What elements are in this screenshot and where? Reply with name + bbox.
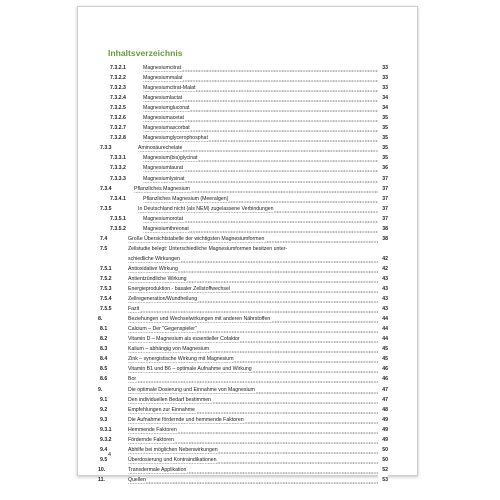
toc-entry-number: 7.5.3	[100, 286, 112, 293]
toc-entry-line	[128, 284, 388, 294]
toc-entry-page: 38	[378, 234, 388, 244]
toc-entry-title: Den individuellen Bedarf bestimmen	[128, 396, 212, 403]
toc-entry-title: Magnesiumlysinat	[143, 175, 185, 182]
toc-entry-number: 7.3.3.2	[110, 165, 126, 172]
toc-entry	[98, 395, 388, 405]
toc-entry	[98, 415, 388, 425]
toc-entry-line	[128, 254, 388, 264]
toc-entry-page: 44	[378, 314, 388, 324]
toc-entry-line	[143, 163, 388, 173]
toc-entry-line	[143, 93, 388, 103]
table-of-contents	[98, 63, 388, 485]
toc-entry-line	[128, 344, 388, 354]
toc-entry	[98, 214, 388, 224]
toc-entry	[98, 314, 388, 324]
toc-entry-page: 50	[378, 455, 388, 465]
toc-entry-title: Calcium – Der "Gegenspieler"	[128, 326, 197, 333]
toc-entry-title: Magnesiumacetat	[143, 115, 184, 122]
toc-entry	[98, 425, 388, 435]
toc-entry-number: 7.3.5	[100, 205, 112, 212]
toc-entry-line	[128, 334, 388, 344]
toc-entry-title: Magnesiumorotat	[143, 215, 184, 222]
toc-entry-line	[143, 123, 388, 133]
toc-entry-title: Magnesiumlactat	[143, 95, 183, 102]
toc-entry-title: Pflanzliches Magnesium	[134, 185, 190, 192]
toc-entry	[98, 103, 388, 113]
toc-entry-title: Vitamin B1 und B6 – optimale Aufnahme und Wirkung	[128, 366, 252, 373]
toc-entry-page: 52	[378, 465, 388, 475]
toc-entry-page: 45	[378, 344, 388, 354]
toc-entry-title: Zellstudie belegt: Unterschiedliche Magnesiumformen besitzen unter-	[128, 245, 288, 252]
toc-entry	[98, 344, 388, 354]
toc-entry-page: 35	[378, 113, 388, 123]
toc-entry	[98, 465, 388, 475]
toc-entry-title: Große Übersichtstabelle der wichtigsten Magnesiumformen	[128, 235, 265, 242]
toc-entry-title: Die Aufnahme fördernde und hemmende Faktoren	[128, 416, 244, 423]
toc-entry	[98, 184, 388, 194]
toc-entry-title: Fördernde Faktoren	[128, 436, 174, 443]
toc-entry-number: 9.5	[100, 456, 108, 463]
toc-entry-title: Magnesiummalat	[143, 75, 183, 82]
toc-entry-line	[128, 274, 388, 284]
toc-entry-number: 10.	[98, 466, 106, 473]
toc-entry-title: Transdermale Applikation	[128, 466, 187, 473]
toc-entry-title: Magnesium(bis)glycinat	[143, 155, 198, 162]
toc-entry	[98, 435, 388, 445]
toc-entry-title: Magnesiumglycerophosphat	[143, 135, 208, 142]
toc-entry-title: Magnesiumcitrat-Malat	[143, 85, 196, 92]
toc-entry	[98, 354, 388, 364]
toc-entry-number: 8.6	[100, 376, 108, 383]
toc-entry-number: 9.4	[100, 446, 108, 453]
toc-entry-line	[128, 425, 388, 435]
toc-entry-line	[128, 244, 388, 254]
toc-entry-number: 7.3.4	[100, 185, 112, 192]
toc-entry-line	[128, 395, 388, 405]
toc-entry-number: 8.1	[100, 326, 108, 333]
toc-entry-line	[143, 73, 388, 83]
toc-entry-number: 8.	[98, 316, 103, 323]
toc-entry	[98, 405, 388, 415]
toc-entry-number: 7.3.2.3	[110, 85, 126, 92]
toc-entry-page: 47	[378, 395, 388, 405]
toc-entry-line	[128, 455, 388, 465]
toc-entry	[98, 133, 388, 143]
toc-entry-line	[143, 63, 388, 73]
toc-entry	[98, 153, 388, 163]
toc-entry-page: 45	[378, 354, 388, 364]
toc-entry-line	[143, 214, 388, 224]
toc-entry-line	[143, 174, 388, 184]
toc-entry-title: Magnesiumthreonat	[143, 225, 189, 232]
toc-entry-page: 36	[378, 163, 388, 173]
toc-entry-title: Magnesiumgluconat	[143, 105, 190, 112]
toc-entry	[98, 234, 388, 244]
toc-entry-line	[138, 204, 388, 214]
toc-entry-page: 49	[378, 415, 388, 425]
toc-entry-number: 7.5.4	[100, 296, 112, 303]
toc-entry	[98, 294, 388, 304]
toc-entry-line	[128, 445, 388, 455]
toc-entry-line	[128, 264, 388, 274]
toc-entry-line	[128, 475, 388, 485]
page-title: Inhaltsverzeichnis	[108, 48, 183, 58]
toc-entry-title: Überdosierung und Kontraindikationen	[128, 456, 217, 463]
toc-entry-title: Zellregeneration/Wundheilung	[128, 296, 198, 303]
toc-entry-page: 37	[378, 214, 388, 224]
toc-entry-page: 44	[378, 324, 388, 334]
toc-entry-title: Antientzündliche Wirkung	[128, 275, 187, 282]
toc-entry	[98, 274, 388, 284]
toc-entry-line	[128, 234, 388, 244]
toc-entry-title: Quellen	[128, 476, 146, 483]
toc-entry-page: 35	[378, 143, 388, 153]
toc-entry-number: 7.3.3.1	[110, 155, 126, 162]
toc-entry-line	[128, 364, 388, 374]
toc-entry	[98, 194, 388, 204]
toc-entry-number: 9.3	[100, 416, 108, 423]
toc-entry-number: 7.5.1	[100, 265, 112, 272]
toc-entry-page: 35	[378, 153, 388, 163]
toc-entry-title: Pflanzliches Magnesium (Meeralgen)	[143, 195, 229, 202]
toc-entry-title: Bor	[128, 376, 137, 383]
toc-entry-number: 7.3.2.4	[110, 95, 126, 102]
toc-entry-line	[143, 194, 388, 204]
toc-entry-number: 7.5.2	[100, 275, 112, 282]
toc-entry-page: 48	[378, 405, 388, 415]
toc-entry-number: 7.3.2.5	[110, 105, 126, 112]
toc-entry-page: 43	[378, 284, 388, 294]
toc-entry-title: Die optimale Dosierung und Einnahme von Magnesium	[128, 386, 255, 393]
toc-entry-page: 53	[378, 475, 388, 485]
toc-entry	[98, 264, 388, 274]
toc-entry-line	[128, 405, 388, 415]
toc-entry-title: Empfehlungen zur Einnahme	[128, 406, 195, 413]
toc-entry	[98, 475, 388, 485]
toc-entry	[98, 304, 388, 314]
toc-entry-title: Fazit	[128, 306, 140, 313]
toc-entry	[98, 254, 388, 264]
toc-entry-page: 37	[378, 204, 388, 214]
toc-entry	[98, 324, 388, 334]
toc-entry-number: 7.3.2.6	[110, 115, 126, 122]
toc-entry-title: Kalium – abhängig von Magnesium	[128, 346, 210, 353]
toc-entry-line	[134, 184, 388, 194]
toc-entry	[98, 445, 388, 455]
toc-entry-page: 49	[378, 435, 388, 445]
toc-entry-title: In Deutschland nicht (als NEM) zugelassene Verbindungen	[138, 205, 274, 212]
toc-entry-number: 8.5	[100, 366, 108, 373]
toc-entry-number: 7.3.2.1	[110, 65, 126, 71]
toc-entry-page: 50	[378, 445, 388, 455]
toc-entry-title: Aminosäurechelate	[138, 145, 183, 152]
toc-entry	[98, 73, 388, 83]
toc-entry-page: 42	[378, 264, 388, 274]
toc-entry-page: 34	[378, 103, 388, 113]
toc-entry	[98, 174, 388, 184]
toc-entry	[98, 93, 388, 103]
toc-entry-title: Hemmende Faktoren	[128, 426, 177, 433]
toc-entry	[98, 163, 388, 173]
toc-entry-number: 8.4	[100, 356, 108, 363]
toc-entry-title: Energieproduktion - basaler Zellstoffwechsel	[128, 286, 230, 293]
toc-entry-number: 7.3.5.1	[110, 215, 126, 222]
toc-entry-number: 9.3.1	[100, 426, 112, 433]
toc-entry-line	[138, 143, 388, 153]
toc-entry-title: Magnesiumcitrat	[143, 65, 182, 71]
toc-entry-number: 7.3.5.2	[110, 225, 126, 232]
toc-entry-number: 7.5	[100, 245, 108, 252]
toc-entry-title: Abhilfe bei möglichen Nebenwirkungen	[128, 446, 218, 453]
toc-entry-number: 8.3	[100, 346, 108, 353]
toc-entry-page: 42	[378, 254, 388, 264]
toc-entry-line	[128, 324, 388, 334]
toc-entry-line	[128, 385, 388, 395]
toc-entry-page: 33	[378, 83, 388, 93]
toc-entry-title: Antioxidative Wirkung	[128, 265, 178, 272]
toc-entry-page: 46	[378, 374, 388, 384]
toc-entry-title: Vitamin D – Magnesium als essentieller Cofaktor	[128, 336, 240, 343]
toc-entry-number: 7.3.2.7	[110, 125, 126, 132]
toc-entry	[98, 385, 388, 395]
toc-entry	[98, 334, 388, 344]
toc-entry-line	[128, 314, 388, 324]
toc-entry-page: 34	[378, 93, 388, 103]
toc-entry-line	[128, 415, 388, 425]
toc-entry	[98, 63, 388, 73]
toc-entry-number: 8.2	[100, 336, 108, 343]
toc-entry	[98, 83, 388, 93]
toc-entry-page: 44	[378, 334, 388, 344]
toc-entry-number: 9.1	[100, 396, 108, 403]
toc-entry	[98, 244, 388, 254]
toc-entry-number: 7.3.3.3	[110, 175, 126, 182]
toc-entry	[98, 204, 388, 214]
toc-entry-page: 43	[378, 294, 388, 304]
toc-entry-page: 35	[378, 133, 388, 143]
toc-entry-title: schiedliche Wirkungen	[128, 255, 180, 262]
toc-entry	[98, 123, 388, 133]
toc-entry-number: 9.2	[100, 406, 108, 413]
toc-entry-number: 7.4	[100, 235, 108, 242]
toc-entry-page: 33	[378, 73, 388, 83]
toc-entry-page: 33	[378, 63, 388, 73]
toc-entry-line	[128, 374, 388, 384]
toc-entry	[98, 113, 388, 123]
toc-entry	[98, 455, 388, 465]
toc-entry-page: 37	[378, 194, 388, 204]
toc-entry-number: 9.3.2	[100, 436, 112, 443]
toc-entry-page: 47	[378, 385, 388, 395]
toc-entry-line	[128, 304, 388, 314]
page-number: 4	[108, 452, 112, 458]
toc-entry-number: 11.	[98, 476, 105, 483]
toc-entry-title: Beziehungen und Wechselwirkungen mit anderen Nährstoffen	[128, 316, 271, 323]
toc-entry-number: 9.	[98, 386, 103, 393]
toc-entry-line	[128, 435, 388, 445]
toc-entry	[98, 143, 388, 153]
toc-entry-line	[128, 294, 388, 304]
toc-entry-page: 35	[378, 123, 388, 133]
toc-entry	[98, 364, 388, 374]
toc-entry-page: 37	[378, 184, 388, 194]
toc-entry-number: 7.3.4.1	[110, 195, 126, 202]
toc-entry-number: 7.3.2.8	[110, 135, 126, 142]
toc-entry	[98, 284, 388, 294]
toc-entry-number: 7.3.3	[100, 145, 112, 152]
toc-entry-title: Zink – synergistische Wirkung mit Magnesium	[128, 356, 234, 363]
toc-entry-title: Magnesiumtaurat	[143, 165, 184, 172]
toc-entry-page: 43	[378, 274, 388, 284]
toc-entry-number: 7.5.5	[100, 306, 112, 313]
toc-entry-line	[128, 354, 388, 364]
document-page	[77, 6, 418, 483]
toc-entry-line	[143, 113, 388, 123]
toc-entry-page: 43	[378, 304, 388, 314]
toc-entry-page: 38	[378, 224, 388, 234]
toc-entry-title: Magnesiumascorbat	[143, 125, 190, 132]
toc-entry	[98, 224, 388, 234]
toc-entry	[98, 374, 388, 384]
toc-entry-line	[143, 153, 388, 163]
toc-entry-page: 46	[378, 364, 388, 374]
toc-entry-page: 37	[378, 174, 388, 184]
toc-entry-page: 49	[378, 425, 388, 435]
toc-entry-line	[143, 133, 388, 143]
toc-entry-line	[143, 224, 388, 234]
toc-entry-line	[143, 83, 388, 93]
toc-entry-line	[143, 103, 388, 113]
toc-entry-number: 7.3.2.2	[110, 75, 126, 82]
toc-entry-line	[128, 465, 388, 475]
